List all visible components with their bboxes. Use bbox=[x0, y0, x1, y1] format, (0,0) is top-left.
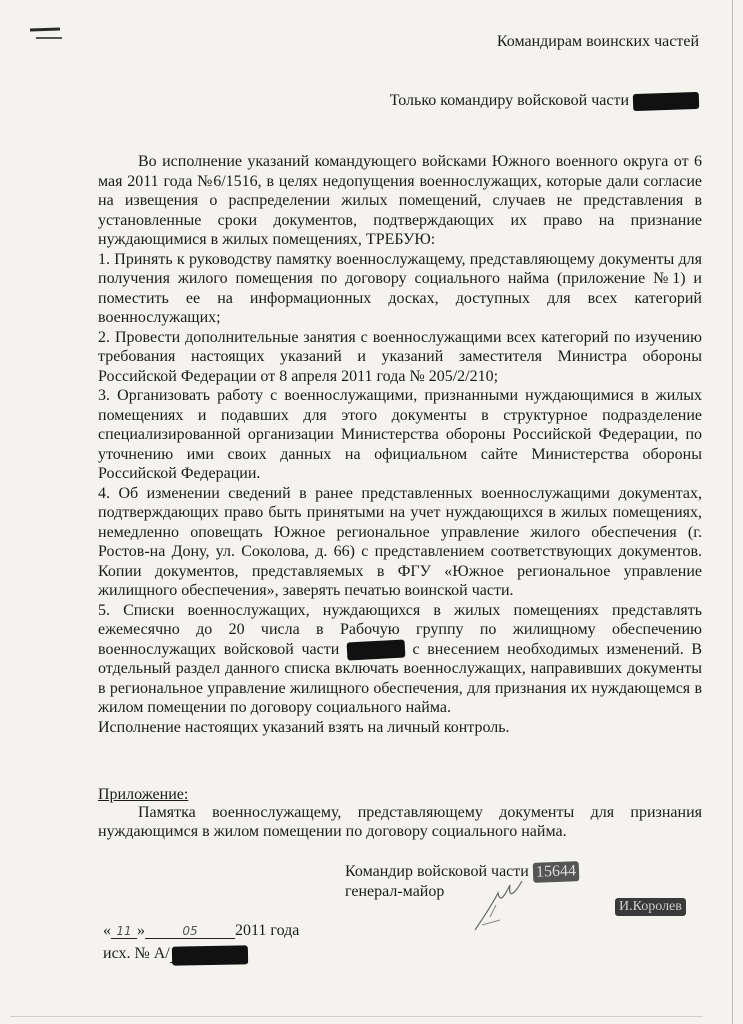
document-body bbox=[98, 152, 702, 737]
intro-paragraph: Во исполнение указаний командующего войсками Южного военного округа от 6 мая 2011 года №6/1516, в целях недопущения военнослужащих, которые дали согласие на извещения о распределении жилых помещений, случаев не представления в установленные сроки документов, подтверждающих их право на признание нуждающимися в жилых помещениях, ТРЕБУЮ: bbox=[98, 153, 702, 248]
restriction-text: Только командиру войсковой части bbox=[389, 92, 629, 109]
outgoing-number-field bbox=[170, 946, 248, 963]
signature-block bbox=[345, 862, 579, 902]
signer-unit-number: 15644 bbox=[533, 861, 580, 883]
control-statement: Исполнение настоящих указаний взять на личный контроль. bbox=[98, 718, 510, 736]
redacted-outgoing-number bbox=[172, 945, 248, 965]
outgoing-number bbox=[103, 945, 248, 963]
attachment-text: Памятка военнослужащему, представляющему документы для признания нуждающимся в жилом помещении по договору социального найма. bbox=[98, 804, 702, 840]
addressee: Командирам воинских частей bbox=[496, 33, 699, 50]
item-5-end: с внесением необходимых изменений. В отдельный раздел данного списка включать военнослужащих, направивших документы в региональное управление жилищного обеспечения, для признания их нуждающемся в жилом помещении по договору социального найма. bbox=[98, 640, 703, 716]
item-2: 2. Провести дополнительные занятия с военнослужащими всех категорий по изучению требования настоящих указаний и указаний заместителя Министра обороны Российской Федерации от 8 апреля 2011 года № 205/2/210; bbox=[98, 328, 702, 385]
date-quote-open: « bbox=[103, 922, 111, 939]
signer-position-text: Командир войсковой части bbox=[345, 863, 529, 880]
signer-rank: генерал-майор bbox=[345, 883, 445, 900]
item-4: 4. Об изменении сведений в ранее представленных военнослужащими документах, подтверждающих право быть принятыми на учет нуждающихся в жилых помещениях, немедленно оповещать Южное региональное управление жилого обеспечения (г. Ростов-на Дону, ул. Соколова, д. 66) с представлением соответствующих документов. Копии документов, представляемых в ФГУ «Южное региональное управление жилищного обеспечения», заверять печатью воинской части. bbox=[98, 484, 702, 599]
signer-name: И.Королев bbox=[615, 898, 686, 916]
item-1: 1. Принять к руководству памятку военнослужащему, представляющему документы для получения жилого помещения по договору социального найма (приложение №1) и поместить ее на информационных досках, доступных для всех категорий военнослужащих; bbox=[98, 250, 702, 326]
item-3: 3. Организовать работу с военнослужащими, признанными нуждающимися в жилых помещениях и подавших для этого документы в структурное подразделение специализированной организации Министерства обороны Российской Федерации, по уточнению ими своих данных на официальном сайте Министерства обороны Российской Федерации. bbox=[98, 387, 702, 482]
item-5-start: 5. Списки военнослужащих, нуждающихся в жилых помещениях представлять ежемесячно до 20 числа в Рабочую группу по жилищному обеспечению военнослужащих войсковой части bbox=[98, 601, 702, 658]
scan-edge bbox=[10, 1016, 703, 1017]
date-day: 11 bbox=[111, 924, 137, 939]
handwritten-signature bbox=[470, 875, 540, 935]
date-year: 2011 года bbox=[235, 922, 300, 939]
item-5 bbox=[98, 601, 702, 718]
addressee-restriction bbox=[390, 92, 699, 110]
date-month: 05 bbox=[145, 924, 235, 939]
scan-edge bbox=[732, 0, 733, 1024]
redacted-unit-number bbox=[346, 639, 405, 660]
outgoing-prefix: исх. № А/ bbox=[103, 945, 170, 962]
scan-artifact bbox=[30, 27, 60, 31]
scan-artifact bbox=[36, 37, 62, 39]
redacted-unit-number bbox=[633, 92, 700, 111]
date-line bbox=[103, 922, 299, 940]
date-quote-close: » bbox=[137, 922, 145, 939]
signer-position bbox=[345, 862, 579, 882]
attachment-title: Приложение: bbox=[98, 786, 189, 803]
